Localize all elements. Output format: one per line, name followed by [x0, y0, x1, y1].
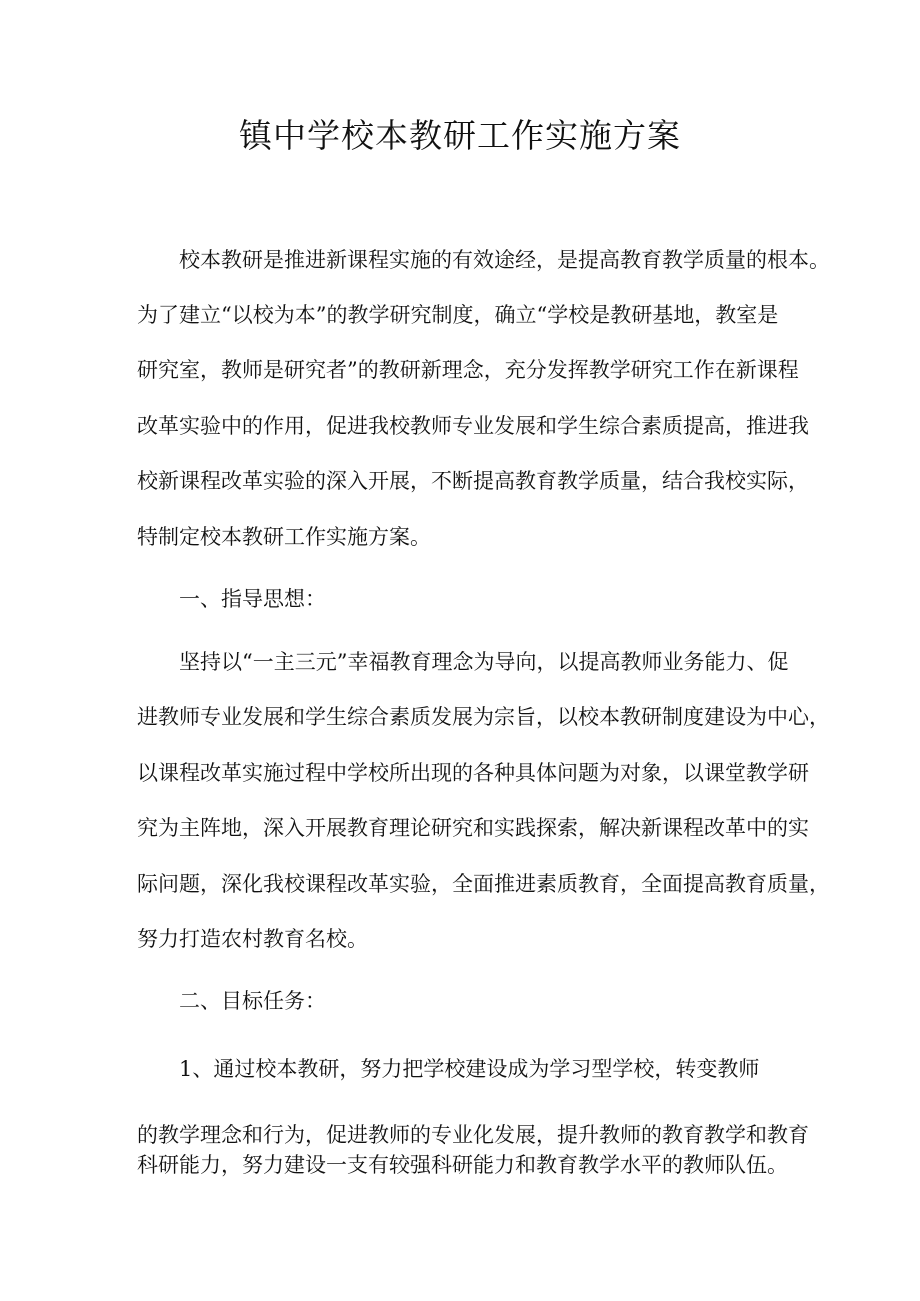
paragraph-line: 以课程改革实施过程中学校所出现的各种具体问题为对象，以课堂教学研	[137, 761, 809, 785]
section-heading: 二、目标任务：	[179, 989, 326, 1013]
paragraph-line: 改革实验中的作用，促进我校教师专业发展和学生综合素质提高，推进我	[137, 414, 809, 438]
paragraph-line: 研究室，教师是研究者”的教研新理念，充分发挥教学研究工作在新课程	[137, 358, 799, 382]
document-title: 镇中学校本教研工作实施方案	[239, 116, 681, 155]
paragraph-line: 校本教研是推进新课程实施的有效途经，是提高教育教学质量的根本。	[179, 248, 830, 272]
paragraph-line: 的教学理念和行为，促进教师的专业化发展，提升教师的教育教学和教育	[137, 1123, 809, 1147]
paragraph-line: 为了建立“以校为本”的教学研究制度，确立“学校是教研基地，教室是	[137, 303, 779, 327]
paragraph-line: 特制定校本教研工作实施方案。	[137, 525, 431, 549]
paragraph-line: 科研能力，努力建设一支有较强科研能力和教育教学水平的教师队伍。	[137, 1153, 788, 1177]
paragraph-line: 际问题，深化我校课程改革实验，全面推进素质教育，全面提高教育质量，	[137, 872, 830, 896]
paragraph-line: 进教师专业发展和学生综合素质发展为宗旨，以校本教研制度建设为中心，	[137, 705, 830, 729]
paragraph-line: 究为主阵地，深入开展教育理论研究和实践探索，解决新课程改革中的实	[137, 816, 809, 840]
section-heading: 一、指导思想：	[179, 587, 326, 611]
paragraph-line: 坚持以“一主三元”幸福教育理念为导向，以提高教师业务能力、促	[179, 650, 789, 674]
paragraph-line: 1、通过校本教研，努力把学校建设成为学习型学校，转变教师	[179, 1057, 760, 1081]
paragraph-line: 校新课程改革实验的深入开展，不断提高教育教学质量，结合我校实际，	[137, 469, 809, 493]
paragraph-line: 努力打造农村教育名校。	[137, 927, 368, 951]
